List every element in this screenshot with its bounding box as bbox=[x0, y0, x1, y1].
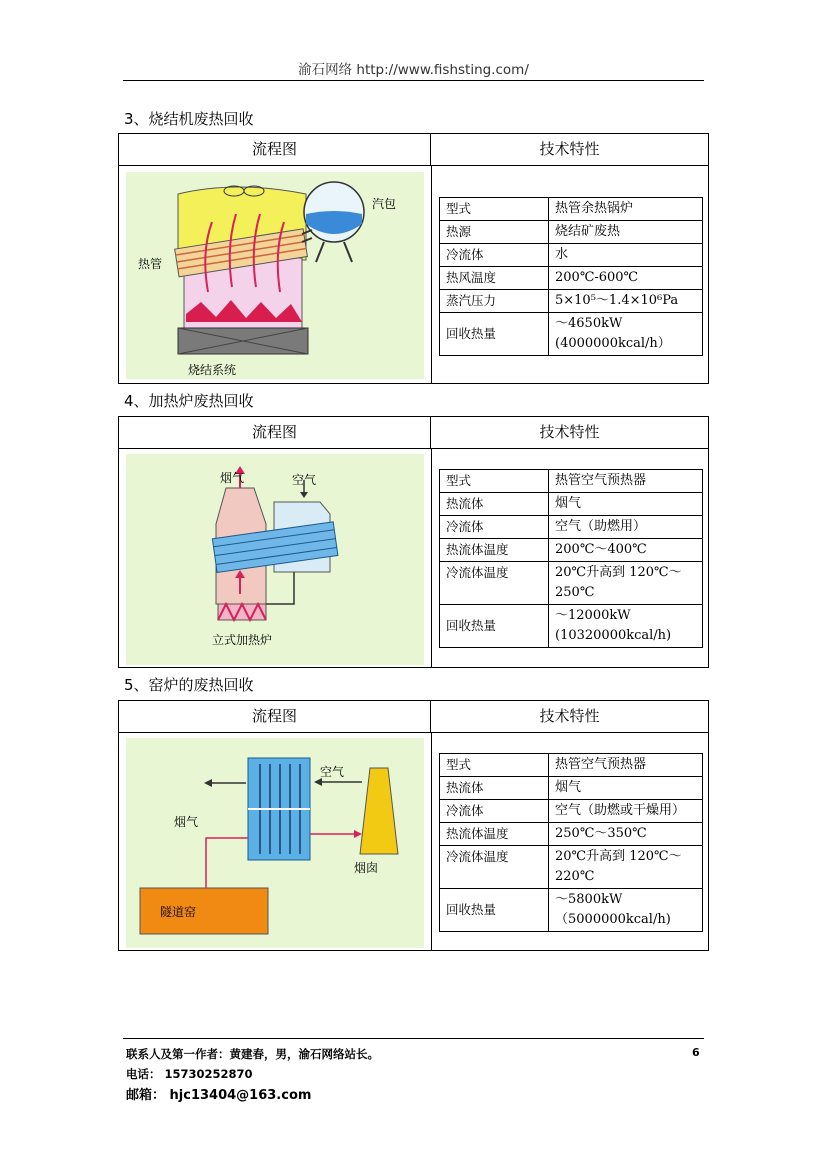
kiln-diagram bbox=[126, 738, 424, 948]
label-air: 空气 bbox=[320, 765, 345, 779]
furnace-diagram bbox=[126, 454, 424, 665]
col-header-tech: 技术特性 bbox=[431, 701, 708, 733]
label-kiln: 隧道窑 bbox=[160, 905, 197, 919]
steam-drum-icon bbox=[304, 182, 364, 262]
col-header-tech: 技术特性 bbox=[431, 134, 708, 166]
spec-table-kiln: 型式 热管空气预热器 热流体 烟气 冷流体 空气（助燃或干燥用） 热流体温度 250℃～350℃ 冷流体温度 20℃升高到 120℃～ 220℃ 回收热量 ～5800kW （5000000kcal/h) bbox=[439, 753, 703, 932]
col-header-tech: 技术特性 bbox=[431, 417, 708, 449]
page-header: 渝石网络 http://www.fishsting.com/ bbox=[298, 62, 529, 78]
section-table-kiln bbox=[118, 700, 709, 951]
col-header-flow: 流程图 bbox=[119, 417, 431, 449]
label-air: 空气 bbox=[292, 473, 317, 487]
label-heat-pipe: 热管 bbox=[138, 257, 163, 271]
section-heading-sinter: 3、烧结机废热回收 bbox=[124, 110, 254, 128]
col-header-flow: 流程图 bbox=[119, 701, 431, 733]
section-table-furnace bbox=[118, 416, 709, 668]
footer-email: 邮箱： hjc13404@163.com bbox=[126, 1088, 312, 1103]
label-drum: 汽包 bbox=[372, 197, 397, 211]
footer-divider bbox=[123, 1038, 704, 1039]
col-header-flow: 流程图 bbox=[119, 134, 431, 166]
spec-table-sinter: 型式 热管余热锅炉 热源 烧结矿废热 冷流体 水 热风温度 200℃-600℃ 蒸汽压力 5×10⁵～1.4×10⁶Pa 回收热量 ～4650kW (4000000kcal/h） bbox=[439, 197, 703, 356]
label-chimney: 烟囱 bbox=[354, 861, 379, 875]
spec-table-furnace: 型式 热管空气预热器 热流体 烟气 冷流体 空气（助燃用） 热流体温度 200℃～400℃ 冷流体温度 20℃升高到 120℃～ 250℃ 回收热量 ～12000kW (10320000kcal/h) bbox=[439, 469, 703, 648]
sinter-diagram bbox=[126, 172, 424, 379]
label-sinter-system: 烧结系统 bbox=[188, 363, 237, 377]
footer-phone: 电话： 15730252870 bbox=[126, 1067, 253, 1081]
heat-exchanger bbox=[248, 758, 310, 860]
label-flue-gas: 烟气 bbox=[174, 815, 199, 829]
label-flue-gas: 烟气 bbox=[220, 471, 245, 485]
header-divider bbox=[123, 80, 704, 81]
section-heading-furnace: 4、加热炉废热回收 bbox=[124, 392, 254, 410]
section-heading-kiln: 5、窑炉的废热回收 bbox=[124, 676, 254, 694]
footer-contact: 联系人及第一作者：黄建春，男，渝石网络站长。 bbox=[126, 1047, 379, 1061]
section-table-sinter bbox=[118, 133, 709, 384]
page-number: 6 bbox=[692, 1046, 700, 1059]
label-furnace: 立式加热炉 bbox=[212, 633, 273, 647]
